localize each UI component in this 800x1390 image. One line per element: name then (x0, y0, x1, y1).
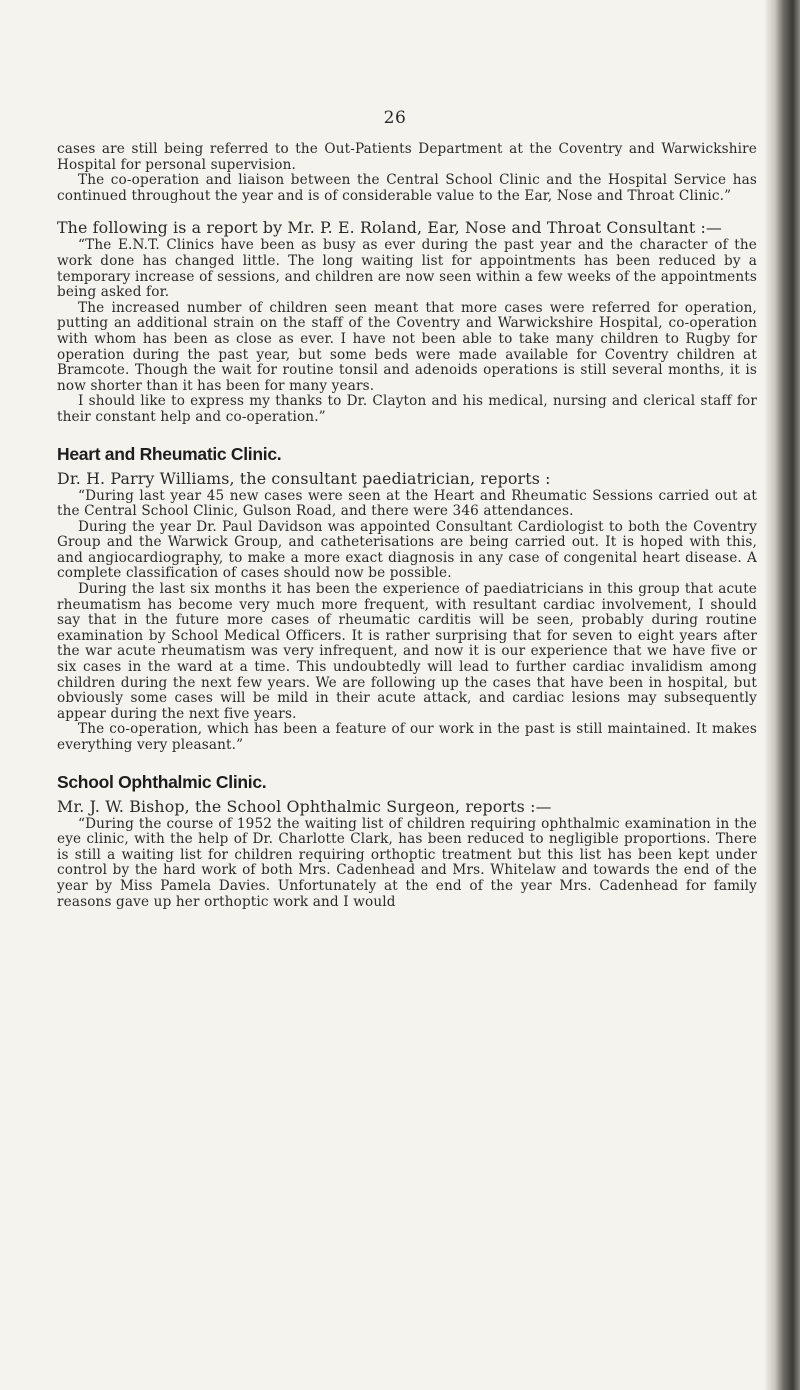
page-edge-shadow (764, 0, 800, 1390)
report-intro: Mr. J. W. Bishop, the School Ophthalmic Surgeon, reports :— (57, 796, 552, 816)
report-intro: The following is a report by Mr. P. E. Roland, Ear, Nose and Throat Consultant :— (57, 218, 722, 238)
page-number: 26 (383, 108, 407, 128)
paragraph: During the last six months it has been the experience of paediatricians in this group that acute rheumatism has become very much more frequent, with resultant cardiac involvement, I should say that in the future more cases of rheumatic carditis will be seen, probably during routine examination by School Medical Officers. It is rather surprising that for seven to eight years after the war acute rheumatism was very infrequent, and now it is our experience that we have five or six cases in the ward at a time. This undoubtedly will lead to further cardiac invalidism among children during the next few years. We are following up the cases that have been in hospital, but obviously some cases will be mild in their acute attack, and cardiac lesions may subsequently appear during the next five years. (57, 581, 757, 722)
section-heading: Heart and Rheumatic Clinic. (57, 443, 282, 464)
paragraph: The increased number of children seen meant that more cases were referred for operation, putting an additional strain on the staff of the Coventry and Warwickshire Hospital, co-operation with whom has been as close as ever. I have not been able to take many children to Rugby for operation during the past year, but some beds were made available for Coventry children at Bramcote. Though the wait for routine tonsil and adenoids operations is still several months, it is now shorter than it has been for many years. (57, 299, 757, 394)
paragraph: cases are still being referred to the Out-Patients Department at the Coventry and Warwickshire Hospital for personal supervision. (57, 141, 757, 173)
paragraph: During the year Dr. Paul Davidson was appointed Consultant Cardiologist to both the Coventry Group and the Warwick Group, and catheterisations are being carried out. It is hoped with this, and angiocardiography, to make a more exact diagnosis in any case of congenital heart disease. A complete classification of cases should now be possible. (57, 518, 757, 582)
paragraph: I should like to express my thanks to Dr. Clayton and his medical, nursing and clerical staff for their constant help and co-operation.” (57, 393, 757, 425)
section-heading: School Ophthalmic Clinic. (57, 771, 267, 792)
report-intro: Dr. H. Parry Williams, the consultant paediatrician, reports : (57, 468, 551, 488)
paragraph: The co-operation and liaison between the Central School Clinic and the Hospital Service has continued throughout the year and is of considerable value to the Ear, Nose and Throat Clinic.” (57, 172, 757, 204)
paragraph: “During last year 45 new cases were seen at the Heart and Rheumatic Sessions carried out at the Central School Clinic, Gulson Road, and there were 346 attendances. (57, 487, 757, 520)
page-body (57, 142, 757, 910)
paragraph: “During the course of 1952 the waiting list of children requiring ophthalmic examination in the eye clinic, with the help of Dr. Charlotte Clark, has been reduced to negligible proportions. There is still a waiting list for children requiring orthoptic treatment but this list has been kept under control by the hard work of both Mrs. Cadenhead and Mrs. Whitelaw and towards the end of the year by Miss Pamela Davies. Unfortunately at the end of the year Mrs. Cadenhead for family reasons gave up her orthoptic work and I would (57, 815, 757, 910)
paragraph: “The E.N.T. Clinics have been as busy as ever during the past year and the character of the work done has changed little. The long waiting list for appointments has been reduced by a temporary increase of sessions, and children are now seen within a few weeks of the appointments being asked for. (57, 237, 757, 301)
paragraph: The co-operation, which has been a feature of our work in the past is still maintained. It makes everything very pleasant.” (57, 721, 757, 753)
